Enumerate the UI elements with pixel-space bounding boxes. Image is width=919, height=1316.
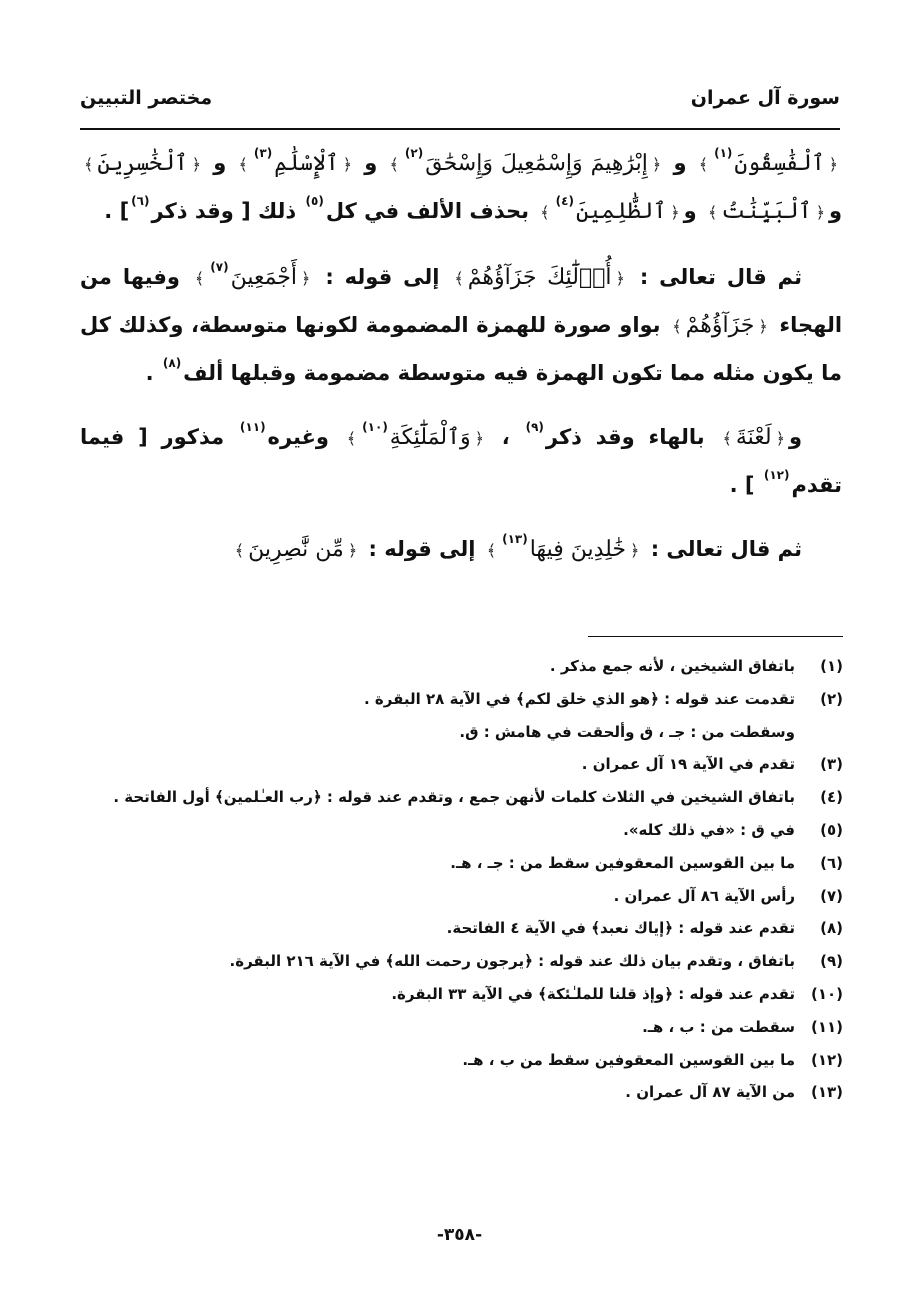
footnote-text: باتفاق الشيخين في الثلاث كلمات لأنهن جمع ، وتقدم عند قوله : ﴿رب العـٰلمين﴾ أول الفاتحة . [113,788,795,807]
footnote-ref: (٩) [525,420,544,434]
ornate-bracket-close: ﴾ [346,429,357,448]
footnote-item [73,650,843,683]
conjunction: و [364,151,378,175]
footnote-number: (١٢) [810,1050,843,1069]
footnote-text: باتفاق ، وتقدم بيان ذلك عند قوله : ﴿يرجون رحمت الله﴾ في الآية ٢١٦ البقرة. [229,952,795,971]
ornate-bracket-open: ﴿ [651,155,662,174]
ornate-bracket-close: ﴾ [454,269,464,288]
quran-word: ٱلْخَٰسِرِينَ [97,151,188,176]
quran-word: وَٱلْمَلَٰٓئِكَةِ [389,425,471,450]
conjunction: و [828,199,842,223]
quran-word: إِبْرَٰهِيمَ وَإِسْمَٰعِيلَ وَإِسْحَٰقَ [425,151,648,176]
body-text: إلى قوله : [368,537,476,561]
footnote-number: (١٠) [810,984,843,1003]
ornate-bracket-close: ﴾ [238,155,248,174]
footnote-item [73,748,843,781]
ornate-bracket-open: ﴿ [670,203,680,222]
running-header [80,78,840,118]
ornate-bracket-open: ﴿ [758,317,768,336]
footnote-item [73,1076,843,1109]
footnote-text: تقدم عند قوله : ﴿وإذ قلنا للملـٰئكة﴾ في الآية ٣٣ البقرة. [391,984,795,1003]
footnote-number: (٣) [820,755,843,774]
sura-title: سورة آل عمران [690,87,840,109]
ornate-bracket-close: ﴾ [389,155,399,174]
footnote-ref: (٥) [305,194,324,208]
footnote-item [73,978,843,1011]
footnote-number: (٢) [820,689,843,708]
header-divider [80,128,840,130]
footnote-item [73,814,843,847]
quran-word: ٱلظَّٰلِمِينَ [575,199,667,224]
ornate-bracket-close: ﴾ [194,269,205,288]
footnote-text: من الآية ٨٧ آل عمران . [625,1083,795,1102]
ornate-bracket-open: ﴿ [342,155,353,174]
footnote-text: ما بين القوسين المعقوفين سقط من ب ، هـ. [462,1050,795,1069]
ornate-bracket-open: ﴿ [347,541,358,560]
body-text: وغيره [267,425,329,449]
ornate-bracket-close: ﴾ [707,203,718,222]
footnote-ref: (٨) [162,356,182,370]
footnote-ref: (١٣) [502,532,528,546]
footnote-ref: (١٢) [763,468,790,482]
ornate-bracket-open: ﴿ [474,429,484,448]
quran-word: لَعْنَةَ [735,425,772,450]
footnote-ref: (٦) [131,194,150,208]
book-title: مختصر التبيين [80,87,213,109]
quran-word: خَٰلِدِينَ فِيهَا [529,537,627,562]
footnote-ref: (٢) [404,146,424,160]
footnote-text: تقدمت عند قوله : ﴿هو الذي خلق لكم﴾ في الآية ٢٨ البقرة . [364,689,795,708]
footnote-item [73,1011,843,1044]
footnote-item [73,683,843,749]
footnote-number: (١٣) [810,1083,843,1102]
footnote-ref: (١١) [239,420,266,434]
ornate-bracket-close: ﴾ [486,541,497,560]
quran-word: ٱلْبَيِّنَٰتُ [721,199,812,224]
paragraph-4 [80,526,842,574]
ornate-bracket-close: ﴾ [722,429,732,448]
footnote-continuation: وسقطت من : جـ ، ق وألحقت في هامش : ق. [459,722,795,741]
footnote-number: (٩) [820,952,843,971]
ornate-bracket-close: ﴾ [672,317,682,336]
ornate-bracket-open: ﴿ [815,203,825,222]
body-text: . [145,361,154,385]
footnote-ref: (١٠) [362,420,388,434]
body-text: وفيها من الهجاء [80,265,843,337]
footnote-item [73,912,843,945]
ornate-bracket-open: ﴿ [775,429,785,448]
ornate-bracket-close: ﴾ [84,155,94,174]
ornate-bracket-open: ﴿ [630,541,640,560]
footnote-text: رأس الآية ٨٦ آل عمران . [613,886,795,905]
conjunction: و [683,199,697,223]
ornate-bracket-open: ﴿ [191,155,201,174]
paragraph-2 [80,254,842,396]
page-number: -٣٥٨- [436,1225,483,1245]
footnote-ref: (٣) [253,146,273,160]
footnote-item [73,880,843,913]
footnote-text: تقدم في الآية ١٩ آل عمران . [581,755,795,774]
body-text: ثم قال تعالى : [650,537,802,561]
ornate-bracket-close: ﴾ [698,155,709,174]
footnote-text: ما بين القوسين المعقوفين سقط من : جـ ، هـ. [450,853,795,872]
footnote-number: (٤) [820,788,843,807]
body-text: بحذف الألف في كل [325,199,529,223]
footnote-text: سقطت من : ب ، هـ. [642,1017,795,1036]
quran-word: أُو۟لَٰٓئِكَ جَزَآؤُهُمْ [467,265,612,290]
footnote-number: (١) [820,657,843,675]
footnote-text: باتفاق الشيخين ، لأنه جمع مذكر . [549,657,795,675]
body-text: مذكور [ فيما تقدم [80,425,842,497]
quran-word: ٱلْإِسْلَٰمِ [274,151,339,176]
ornate-bracket-open: ﴿ [828,155,839,174]
quran-word: مِّن نَّٰصِرِينَ [248,537,344,562]
conjunction: و [213,151,227,175]
conjunction: و [673,151,687,175]
separator-comma: ، [501,425,510,449]
body-text: ذلك [ وقد ذكر [151,199,297,223]
footnote-number: (٥) [820,820,843,839]
quran-word: ٱلْفَٰسِقُونَ [734,151,825,176]
footnote-number: (١١) [810,1017,843,1036]
footnote-text: في ق : «في ذلك كله». [623,820,795,839]
body-text: إلى قوله : [325,265,440,289]
footnotes-list [73,650,843,1109]
quran-word: جَزَآؤُهُمْ [685,313,755,338]
footnote-item [73,847,843,880]
footnote-text: تقدم عند قوله : ﴿إياك نعبد﴾ في الآية ٤ الفاتحة. [446,919,795,938]
body-text: بواو صورة للهمزة المضمومة لكونها متوسطة، وكذلك كل ما يكون مثله مما تكون الهمزة فيه متوسطة مضمومة وقبلها ألف [80,313,842,385]
footnote-number: (٧) [820,886,843,905]
footnote-number: (٨) [820,919,843,938]
paragraph-3 [80,414,842,508]
footnote-item [73,781,843,814]
body-text: ] . [104,199,130,223]
paragraph-1 [80,140,842,236]
conjunction: و [788,425,803,449]
footnote-ref: (٤) [555,194,574,208]
body-text: بالهاء وقد ذكر [545,425,705,449]
ornate-bracket-close: ﴾ [234,541,245,560]
main-text [80,140,842,584]
footnote-item [73,1044,843,1077]
ornate-bracket-open: ﴿ [301,269,311,288]
ornate-bracket-open: ﴿ [615,269,625,288]
ornate-bracket-close: ﴾ [540,203,550,222]
body-text: ] . [729,473,755,497]
body-text: ثم قال تعالى : [639,265,802,289]
footnote-item [73,945,843,978]
footnote-ref: (١) [714,146,733,160]
footnote-number: (٦) [820,853,843,872]
footnote-ref: (٧) [210,260,229,274]
quran-word: أَجْمَعِينَ [230,265,298,290]
footnote-divider [588,636,843,637]
